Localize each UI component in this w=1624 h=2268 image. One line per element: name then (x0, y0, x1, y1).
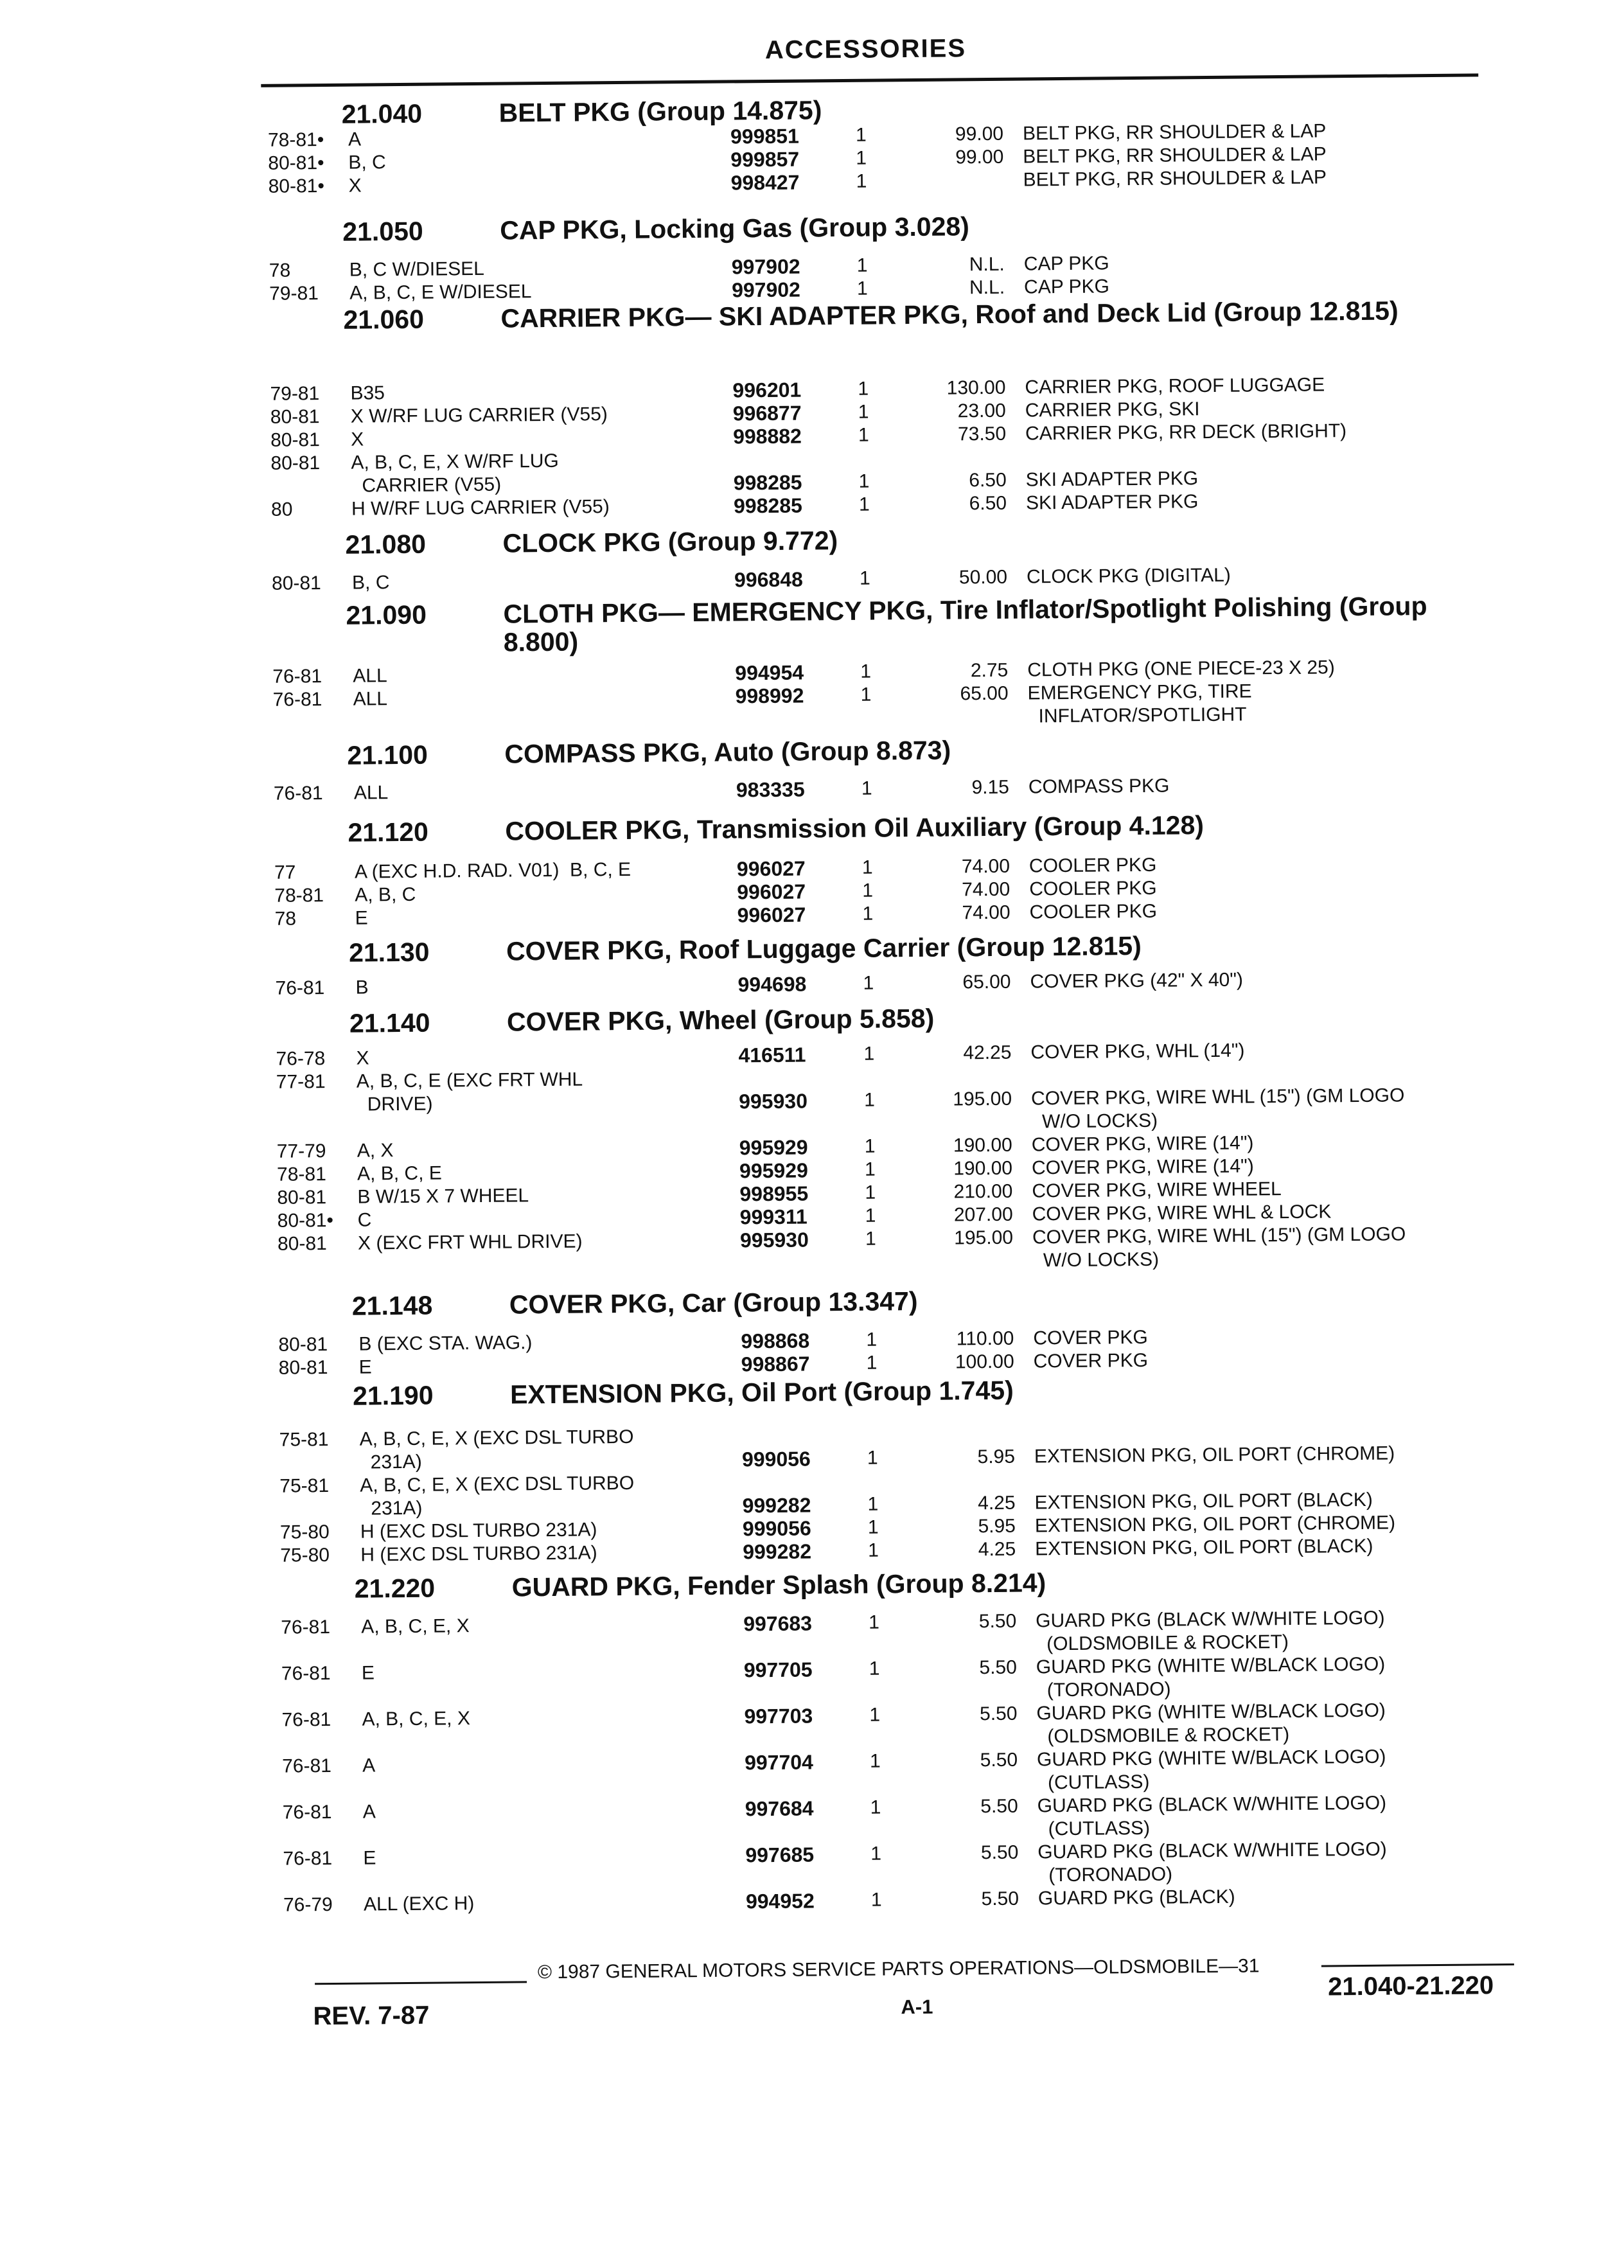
quantity: 1 (861, 777, 872, 799)
part-description: GUARD PKG (BLACK W/WHITE LOGO) (1036, 1607, 1385, 1632)
year-range: 80-81 (277, 1233, 327, 1255)
quantity: 1 (864, 1135, 876, 1157)
part-number: 994952 (745, 1889, 815, 1913)
year-range: 80-81 (271, 572, 321, 594)
quantity: 1 (863, 1043, 875, 1065)
part-description: COVER PKG, WIRE WHL & LOCK (1032, 1201, 1332, 1225)
model-application: A, B, C, E, X (361, 1615, 470, 1638)
part-number: 999857 (730, 147, 800, 172)
year-range: 76-79 (283, 1894, 333, 1916)
part-number: 999056 (741, 1447, 811, 1471)
part-number: 999282 (742, 1493, 811, 1518)
model-application: H (EXC DSL TURBO 231A) (360, 1542, 597, 1566)
section-title: COOLER PKG, Transmission Oil Auxiliary (Group 4.128) (505, 810, 1205, 846)
part-description: (CUTLASS) (1037, 1817, 1151, 1840)
part-description: CAP PKG (1023, 252, 1109, 275)
model-application: A, B, C, E (357, 1162, 442, 1185)
section-number: 21.190 (352, 1380, 434, 1411)
model-application: A, B, C, E, X W/RF LUG (351, 450, 559, 474)
model-application: X (EXC FRT WHL DRIVE) (357, 1230, 583, 1254)
list-price: 74.00 (962, 878, 1011, 901)
section-title: BELT PKG (Group 14.875) (499, 95, 822, 128)
model-application: ALL (353, 665, 387, 687)
part-description: COVER PKG, WIRE WHEEL (1032, 1178, 1282, 1202)
model-application: E (361, 1662, 375, 1684)
list-price: 65.00 (960, 682, 1009, 705)
quantity: 1 (870, 1796, 881, 1818)
part-number: 997902 (731, 254, 800, 279)
revision-label: REV. 7-87 (313, 2001, 430, 2031)
model-application: E (363, 1847, 376, 1869)
model-application: X (350, 429, 364, 450)
list-price: 100.00 (955, 1351, 1014, 1373)
part-description: CARRIER PKG, SKI (1025, 398, 1200, 421)
model-application: B W/15 X 7 WHEEL (357, 1185, 529, 1208)
part-description: COMPASS PKG (1028, 775, 1170, 798)
year-range: 76-81 (282, 1802, 332, 1823)
quantity: 1 (856, 278, 868, 299)
year-range: 78 (274, 908, 297, 930)
list-price: 42.25 (963, 1041, 1012, 1064)
list-price: 23.00 (957, 400, 1006, 422)
model-application: A, B, C, E, X (362, 1708, 471, 1730)
part-description: SKI ADAPTER PKG (1025, 491, 1199, 514)
list-price: 195.00 (953, 1088, 1012, 1110)
part-number: 999311 (739, 1205, 808, 1229)
part-description: GUARD PKG (BLACK) (1037, 1886, 1235, 1909)
list-price: 9.15 (971, 776, 1010, 799)
part-number: 994698 (737, 972, 807, 997)
part-description: BELT PKG, RR SHOULDER & LAP (1022, 120, 1327, 145)
section-number: 21.220 (354, 1573, 436, 1604)
model-application: A, B, C, E (EXC FRT WHL (356, 1068, 583, 1092)
model-application: A (362, 1755, 376, 1776)
year-range: 75-81 (279, 1475, 330, 1497)
list-price: 5.95 (977, 1446, 1016, 1468)
quantity: 1 (867, 1447, 878, 1469)
quantity: 1 (867, 1516, 879, 1538)
part-number: 997703 (744, 1704, 813, 1728)
part-description: GUARD PKG (WHITE W/BLACK LOGO) (1036, 1699, 1386, 1724)
part-description: COVER PKG (42" X 40") (1030, 969, 1244, 993)
section-title: CLOCK PKG (Group 9.772) (502, 526, 838, 558)
part-number: 998867 (741, 1352, 810, 1376)
part-description: COVER PKG (1033, 1326, 1148, 1349)
table-row (272, 562, 1505, 595)
part-number: 997902 (731, 278, 801, 302)
quantity: 1 (860, 660, 872, 682)
model-application: ALL (EXC H) (363, 1893, 475, 1915)
quantity: 1 (859, 567, 870, 589)
year-range: 76-81 (272, 666, 322, 687)
part-number: 998955 (739, 1182, 809, 1206)
part-description: COOLER PKG (1028, 854, 1157, 877)
model-application: E (355, 907, 368, 929)
part-description: COOLER PKG (1029, 900, 1158, 923)
part-description: EXTENSION PKG, OIL PORT (CHROME) (1034, 1512, 1396, 1537)
part-number: 998285 (733, 470, 802, 495)
model-application: A, B, C (355, 883, 416, 906)
year-range: 80-81 (270, 429, 320, 451)
part-description: BELT PKG, RR SHOULDER & LAP (1023, 143, 1327, 168)
list-price: 99.00 (955, 123, 1004, 145)
model-application: CARRIER (V55) (351, 474, 502, 497)
section-title: CARRIER PKG— SKI ADAPTER PKG, Roof and Deck Lid (Group 12.815) (500, 296, 1399, 333)
list-price: 73.50 (957, 423, 1007, 445)
year-range: 77-79 (276, 1140, 326, 1162)
part-description: BELT PKG, RR SHOULDER & LAP (1023, 166, 1327, 191)
list-price: 207.00 (953, 1203, 1013, 1226)
model-application: H (EXC DSL TURBO 231A) (360, 1519, 597, 1543)
model-application: B, C (351, 572, 390, 594)
part-description: COVER PKG, WIRE (14") (1031, 1132, 1254, 1156)
model-application: B35 (350, 382, 385, 404)
part-description: (OLDSMOBILE & ROCKET) (1036, 1723, 1290, 1748)
section-heading (355, 1564, 1511, 1603)
year-range: 76-81 (281, 1663, 331, 1685)
part-number: 995930 (739, 1228, 809, 1252)
part-description: CARRIER PKG, ROOF LUGGAGE (1025, 374, 1325, 398)
part-number: 997704 (744, 1750, 814, 1775)
part-description: (TORONADO) (1036, 1678, 1171, 1701)
part-number: 997685 (745, 1843, 815, 1867)
part-description: CAP PKG (1023, 276, 1110, 298)
quantity: 1 (858, 424, 869, 446)
section-title: GUARD PKG, Fender Splash (Group 8.214) (511, 1568, 1046, 1602)
section-title: EXTENSION PKG, Oil Port (Group 1.745) (509, 1375, 1014, 1410)
year-range: 77-81 (276, 1071, 326, 1093)
list-price: 5.50 (981, 1888, 1019, 1910)
section-number: 21.130 (348, 937, 430, 968)
part-number: 996201 (732, 378, 802, 402)
section-number: 21.120 (348, 817, 429, 847)
model-application: E (358, 1356, 372, 1378)
model-application: A (EXC H.D. RAD. V01) B, C, E (354, 858, 631, 883)
list-price: 50.00 (958, 566, 1008, 589)
list-price: 5.50 (979, 1656, 1017, 1679)
part-number: 995929 (739, 1135, 808, 1160)
list-price: 99.00 (955, 146, 1004, 168)
quantity: 1 (863, 972, 874, 994)
part-description: EXTENSION PKG, OIL PORT (CHROME) (1034, 1442, 1395, 1467)
quantity: 1 (870, 1889, 882, 1911)
part-description: (TORONADO) (1037, 1863, 1173, 1886)
part-description: GUARD PKG (BLACK W/WHITE LOGO) (1037, 1838, 1387, 1863)
list-price: 5.50 (980, 1749, 1018, 1771)
part-description: EMERGENCY PKG, TIRE (1027, 680, 1252, 704)
part-description: EXTENSION PKG, OIL PORT (BLACK) (1034, 1489, 1373, 1514)
part-number: 996027 (737, 880, 806, 904)
year-range: 79-81 (270, 383, 320, 405)
part-description: INFLATOR/SPOTLIGHT (1027, 704, 1247, 727)
quantity: 1 (866, 1352, 878, 1374)
model-application: A (348, 128, 362, 150)
part-number: 999056 (742, 1516, 811, 1541)
part-number: 999282 (743, 1539, 812, 1564)
part-number: 998992 (735, 684, 804, 708)
section-number: 21.060 (343, 304, 425, 335)
list-price: 5.50 (978, 1610, 1017, 1633)
part-description: EXTENSION PKG, OIL PORT (BLACK) (1035, 1535, 1373, 1560)
part-number: 998285 (733, 493, 802, 518)
part-number: 998427 (730, 170, 800, 195)
quantity: 1 (869, 1750, 881, 1772)
quantity: 1 (862, 880, 874, 901)
year-range: 80-81• (268, 175, 325, 197)
section-heading (352, 1282, 1508, 1320)
quantity: 1 (866, 1329, 878, 1351)
year-range: 80-81 (270, 406, 320, 428)
year-range: 76-81 (272, 689, 322, 711)
list-price: 5.95 (978, 1515, 1016, 1537)
quantity: 1 (856, 170, 867, 192)
part-description: W/O LOCKS) (1032, 1248, 1160, 1271)
section-number: 21.148 (351, 1290, 433, 1321)
model-application: H W/RF LUG CARRIER (V55) (351, 496, 610, 520)
model-application: 231A) (360, 1497, 423, 1519)
list-price: 4.25 (978, 1538, 1016, 1561)
quantity: 1 (864, 1158, 876, 1180)
part-number: 997683 (743, 1611, 813, 1636)
year-range: 80-81 (278, 1334, 328, 1356)
section-number: 21.050 (342, 216, 423, 247)
quantity: 1 (868, 1539, 879, 1561)
year-range: 79-81 (269, 283, 319, 305)
section-heading (349, 999, 1506, 1038)
part-description: CARRIER PKG, RR DECK (BRIGHT) (1025, 420, 1347, 445)
year-range: 77 (274, 862, 296, 883)
model-application: 231A) (359, 1451, 422, 1473)
section-heading (342, 208, 1499, 246)
year-range: 76-81 (273, 783, 323, 804)
part-number: 999851 (730, 124, 799, 148)
quantity: 1 (869, 1658, 880, 1679)
part-number: 998868 (741, 1329, 810, 1353)
year-range: 76-81 (281, 1709, 331, 1731)
list-price: 5.50 (979, 1703, 1018, 1725)
part-number: 995929 (739, 1158, 809, 1183)
table-row (275, 967, 1508, 1000)
section-title: CAP PKG, Locking Gas (Group 3.028) (500, 211, 970, 245)
year-range: 76-81 (275, 977, 325, 999)
list-price: 195.00 (954, 1227, 1014, 1249)
section-heading (348, 808, 1504, 847)
table-row (274, 772, 1507, 805)
model-application: A, B, C, E, X (EXC DSL TURBO (360, 1472, 635, 1496)
year-range: 78 (269, 260, 291, 281)
part-description: CLOTH PKG (ONE PIECE-23 X 25) (1027, 657, 1335, 681)
model-application: X (356, 1047, 369, 1069)
year-range: 80-81• (268, 152, 324, 174)
model-application: B (EXC STA. WAG.) (358, 1332, 533, 1355)
model-application: ALL (353, 688, 388, 710)
quantity: 1 (856, 254, 868, 276)
quantity: 1 (867, 1493, 879, 1515)
year-range: 76-78 (276, 1048, 326, 1070)
quantity: 1 (860, 684, 872, 705)
year-range: 80-81• (277, 1209, 334, 1232)
section-title: COMPASS PKG, Auto (Group 8.873) (504, 735, 951, 769)
section-heading (345, 520, 1501, 559)
part-number: 996848 (734, 567, 803, 592)
section-title: COVER PKG, Roof Luggage Carrier (Group 12.815) (506, 930, 1142, 966)
quantity: 1 (869, 1704, 881, 1726)
list-price: 6.50 (969, 492, 1007, 515)
part-description: GUARD PKG (BLACK W/WHITE LOGO) (1037, 1792, 1387, 1817)
list-price: 74.00 (962, 901, 1011, 924)
section-heading (349, 928, 1505, 967)
part-number: 998882 (732, 424, 802, 448)
year-range: 80-81 (270, 452, 321, 474)
model-application: B, C W/DIESEL (349, 258, 484, 281)
year-range: 78-81 (274, 885, 324, 907)
part-description: COVER PKG, WIRE (14") (1031, 1155, 1254, 1179)
part-description: GUARD PKG (WHITE W/BLACK LOGO) (1036, 1746, 1386, 1771)
list-price: N.L. (969, 276, 1005, 299)
quantity: 1 (855, 124, 867, 146)
section-number: 21.040 (341, 98, 423, 129)
year-range: 75-81 (279, 1429, 329, 1451)
part-number: 995930 (738, 1089, 808, 1113)
model-application: A (362, 1801, 376, 1823)
part-description: (OLDSMOBILE & ROCKET) (1036, 1631, 1289, 1655)
section-heading (346, 591, 1503, 658)
part-number: 997705 (743, 1658, 813, 1682)
part-number: 996877 (732, 401, 802, 425)
footer-rule-left (315, 1981, 527, 1985)
list-price: 4.25 (978, 1492, 1016, 1514)
quantity: 1 (865, 1205, 876, 1227)
model-application: B (355, 977, 369, 998)
list-price: 2.75 (970, 659, 1009, 682)
section-number: 21.140 (349, 1007, 430, 1038)
list-price: 5.50 (980, 1841, 1019, 1864)
list-price: 190.00 (953, 1157, 1013, 1180)
year-range: 75-80 (280, 1545, 330, 1566)
page-header: ACCESSORIES (764, 34, 967, 65)
section-number: 21.090 (346, 599, 427, 630)
quantity: 1 (870, 1843, 882, 1865)
part-number: 983335 (736, 777, 805, 802)
list-price: N.L. (969, 253, 1005, 276)
page-number: A-1 (901, 1995, 933, 2019)
quantity: 1 (869, 1611, 880, 1633)
section-number: 21.100 (347, 740, 428, 770)
section-number: 21.080 (345, 529, 427, 560)
section-heading (347, 731, 1503, 770)
part-number: 994954 (735, 660, 804, 685)
part-number: 996027 (737, 903, 806, 927)
quantity: 1 (861, 856, 873, 878)
part-description: COVER PKG (1033, 1349, 1149, 1372)
year-range: 76-81 (281, 1617, 331, 1638)
footer-rule-right (1321, 1963, 1514, 1967)
quantity: 1 (865, 1182, 876, 1203)
model-application: A, B, C, E W/DIESEL (349, 281, 532, 304)
model-application: DRIVE) (356, 1093, 433, 1115)
list-price: 110.00 (956, 1327, 1014, 1350)
quantity: 1 (858, 470, 870, 492)
part-description: SKI ADAPTER PKG (1025, 468, 1199, 491)
section-title: COVER PKG, Car (Group 13.347) (509, 1286, 918, 1320)
part-description: GUARD PKG (WHITE W/BLACK LOGO) (1036, 1653, 1386, 1678)
copyright-line: © 1987 GENERAL MOTORS SERVICE PARTS OPERATIONS—OLDSMOBILE—31 (537, 1955, 1260, 1983)
year-range: 80 (270, 499, 293, 520)
section-title: CLOTH PKG— EMERGENCY PKG, Tire Inflator/Spotlight Polishing (Group 8.800) (503, 591, 1427, 657)
model-application: C (357, 1209, 372, 1231)
year-range: 76-81 (283, 1848, 333, 1870)
part-description: COVER PKG, WIRE WHL (15") (GM LOGO (1030, 1085, 1405, 1110)
model-application: X (348, 175, 362, 197)
part-number: 997684 (745, 1796, 814, 1821)
year-range: 76-81 (281, 1755, 332, 1777)
year-range: 80-81 (277, 1187, 327, 1209)
section-heading (353, 1372, 1509, 1410)
part-description: (CUTLASS) (1037, 1771, 1150, 1794)
quantity: 1 (856, 147, 867, 169)
year-range: 75-80 (279, 1521, 330, 1543)
section-title: COVER PKG, Wheel (Group 5.858) (506, 1003, 935, 1037)
part-description: COVER PKG, WIRE WHL (15") (GM LOGO (1032, 1223, 1406, 1248)
quantity: 1 (858, 401, 869, 423)
part-description: W/O LOCKS) (1031, 1110, 1158, 1133)
year-range: 80-81 (278, 1357, 328, 1379)
part-number: 996027 (736, 856, 806, 881)
quantity: 1 (863, 1089, 875, 1111)
quantity: 1 (858, 493, 870, 515)
list-price: 130.00 (946, 377, 1006, 399)
model-application: ALL (353, 782, 389, 804)
part-description: CLOCK PKG (DIGITAL) (1026, 564, 1231, 588)
model-application: B, C (348, 152, 386, 173)
section-range: 21.040-21.220 (1327, 1971, 1494, 2001)
list-price: 210.00 (953, 1180, 1013, 1203)
list-price: 5.50 (980, 1795, 1018, 1818)
quantity: 1 (862, 903, 874, 925)
list-price: 6.50 (969, 469, 1007, 492)
model-application: A, X (357, 1140, 394, 1162)
quantity: 1 (858, 378, 869, 400)
header-rule (261, 73, 1478, 87)
year-range: 78-81 (276, 1164, 326, 1185)
part-number: 416511 (738, 1043, 806, 1067)
list-price: 74.00 (961, 855, 1011, 878)
quantity: 1 (865, 1228, 876, 1250)
list-price: 65.00 (962, 971, 1011, 993)
year-range: 78-81• (267, 129, 324, 151)
list-price: 190.00 (953, 1134, 1012, 1156)
part-description: COOLER PKG (1029, 877, 1157, 900)
model-application: X W/RF LUG CARRIER (V55) (350, 403, 608, 427)
part-description: COVER PKG, WHL (14") (1030, 1040, 1245, 1063)
model-application: A, B, C, E, X (EXC DSL TURBO (359, 1426, 634, 1450)
